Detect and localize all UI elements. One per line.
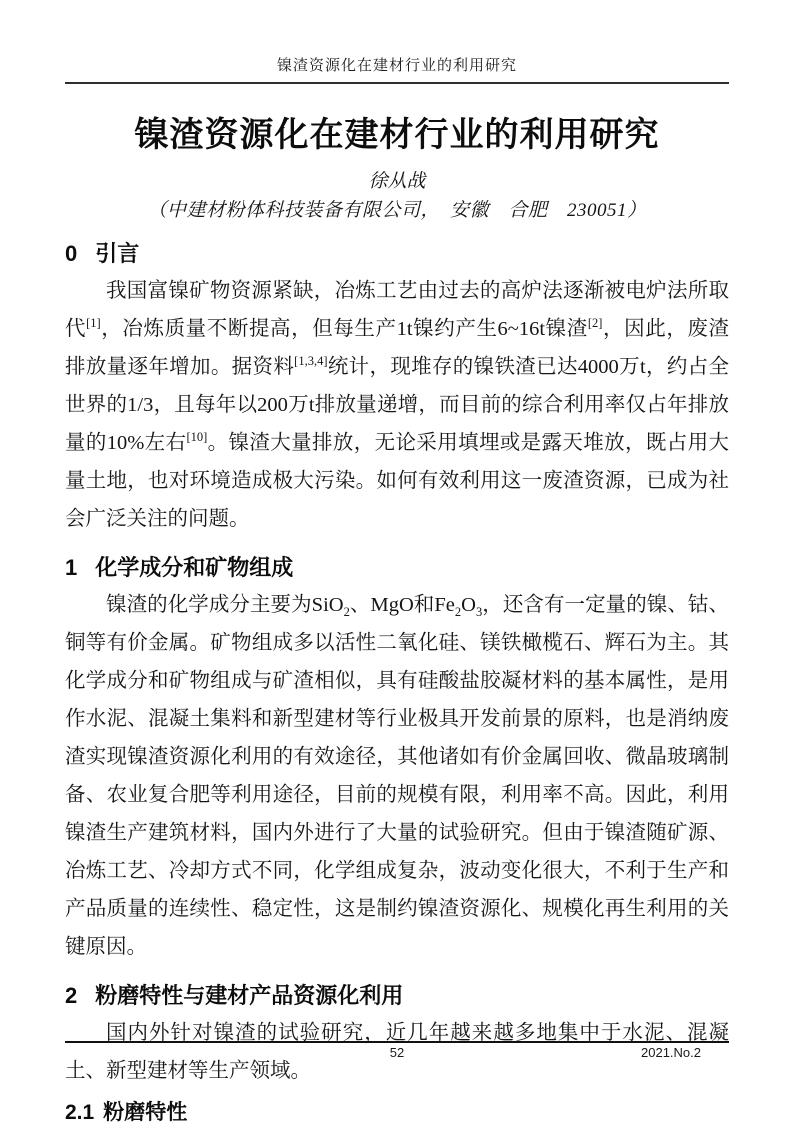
section-title: 化学成分和矿物组成 bbox=[95, 555, 294, 580]
section-number: 2 bbox=[65, 983, 78, 1008]
section-number: 0 bbox=[65, 241, 78, 266]
author-name: 徐从战 bbox=[368, 171, 426, 192]
section-heading-2-1 bbox=[65, 1100, 729, 1122]
paragraph: 镍渣的化学成分主要为SiO$_2$、MgO和$Fe_2O_3$，还含有一定量的镍、钴、铜等有价金属。矿物组成多以活性二氧化硅、镁铁橄榄石、辉石为主。其化学成分和矿物组成与矿渣相似，具有硅酸盐胶凝材料的基本属性，是用作水泥、混凝土集料和新型建材等行业极具开发前景的原料，也是消纳废渣实现镍渣资源化利用的有效途径，其他诸如有价金属回收、微晶玻璃制备、农业复合肥等利用途径，目前的规模有限，利用率不高。因此，利用镍渣生产建筑材料，国内外进行了大量的试验研究。但由于镍渣随矿源、冶炼工艺、冷却方式不同，化学组成复杂，波动变化很大，不利于生产和产品质量的连续性、稳定性，这是制约镍渣资源化、规模化再生利用的关键原因。 bbox=[65, 594, 730, 958]
page-footer bbox=[65, 1041, 729, 1065]
section-title: 粉磨特性与建材产品资源化利用 bbox=[95, 983, 404, 1008]
page-number: 52 bbox=[389, 1045, 405, 1060]
footer-row bbox=[65, 1045, 729, 1065]
article-title: 镍渣资源化在建材行业的利用研究 bbox=[134, 116, 660, 154]
paragraph: 我国富镍矿物资源紧缺，冶炼工艺由过去的高炉法逐渐被电炉法所取代[1]，冶炼质量不断提高，但每生产1t镍约产生6~16t镍渣[2]，因此，废渣排放量逐年增加。据资料[1,3,4]统计，现堆存的镍铁渣已达4000万t，约占全世界的1/3，且每年以200万t排放量递增，而目前的综合利用率仅占年排放量的10%左右[10]。镍渣大量排放，无论采用填埋或是露天堆放，既占用大量土地，也对环境造成极大污染。如何有效利用这一废渣资源，已成为社会广泛关注的问题。 bbox=[65, 280, 730, 530]
issue-label: 2021.No.2 bbox=[641, 1045, 701, 1060]
section-heading-1 bbox=[65, 554, 729, 582]
section-number: 1 bbox=[65, 555, 78, 580]
running-head: 镍渣资源化在建材行业的利用研究 bbox=[276, 58, 517, 74]
footer-rule bbox=[65, 1041, 729, 1043]
page-content bbox=[65, 0, 729, 1122]
author-affiliation: （中建材粉体科技装备有限公司， 安徽 合肥 230051） bbox=[147, 200, 647, 221]
section-title: 粉磨特性 bbox=[103, 1101, 188, 1122]
section-heading-0 bbox=[65, 240, 729, 268]
section-title: 引言 bbox=[95, 241, 140, 266]
header-rule bbox=[65, 82, 729, 84]
section-number: 2.1 bbox=[65, 1101, 95, 1122]
section-heading-2 bbox=[65, 982, 729, 1010]
paragraph: 国内外针对镍渣的试验研究，近几年越来越多地集中于水泥、混凝土、新型建材等生产领域。 bbox=[65, 1022, 729, 1082]
